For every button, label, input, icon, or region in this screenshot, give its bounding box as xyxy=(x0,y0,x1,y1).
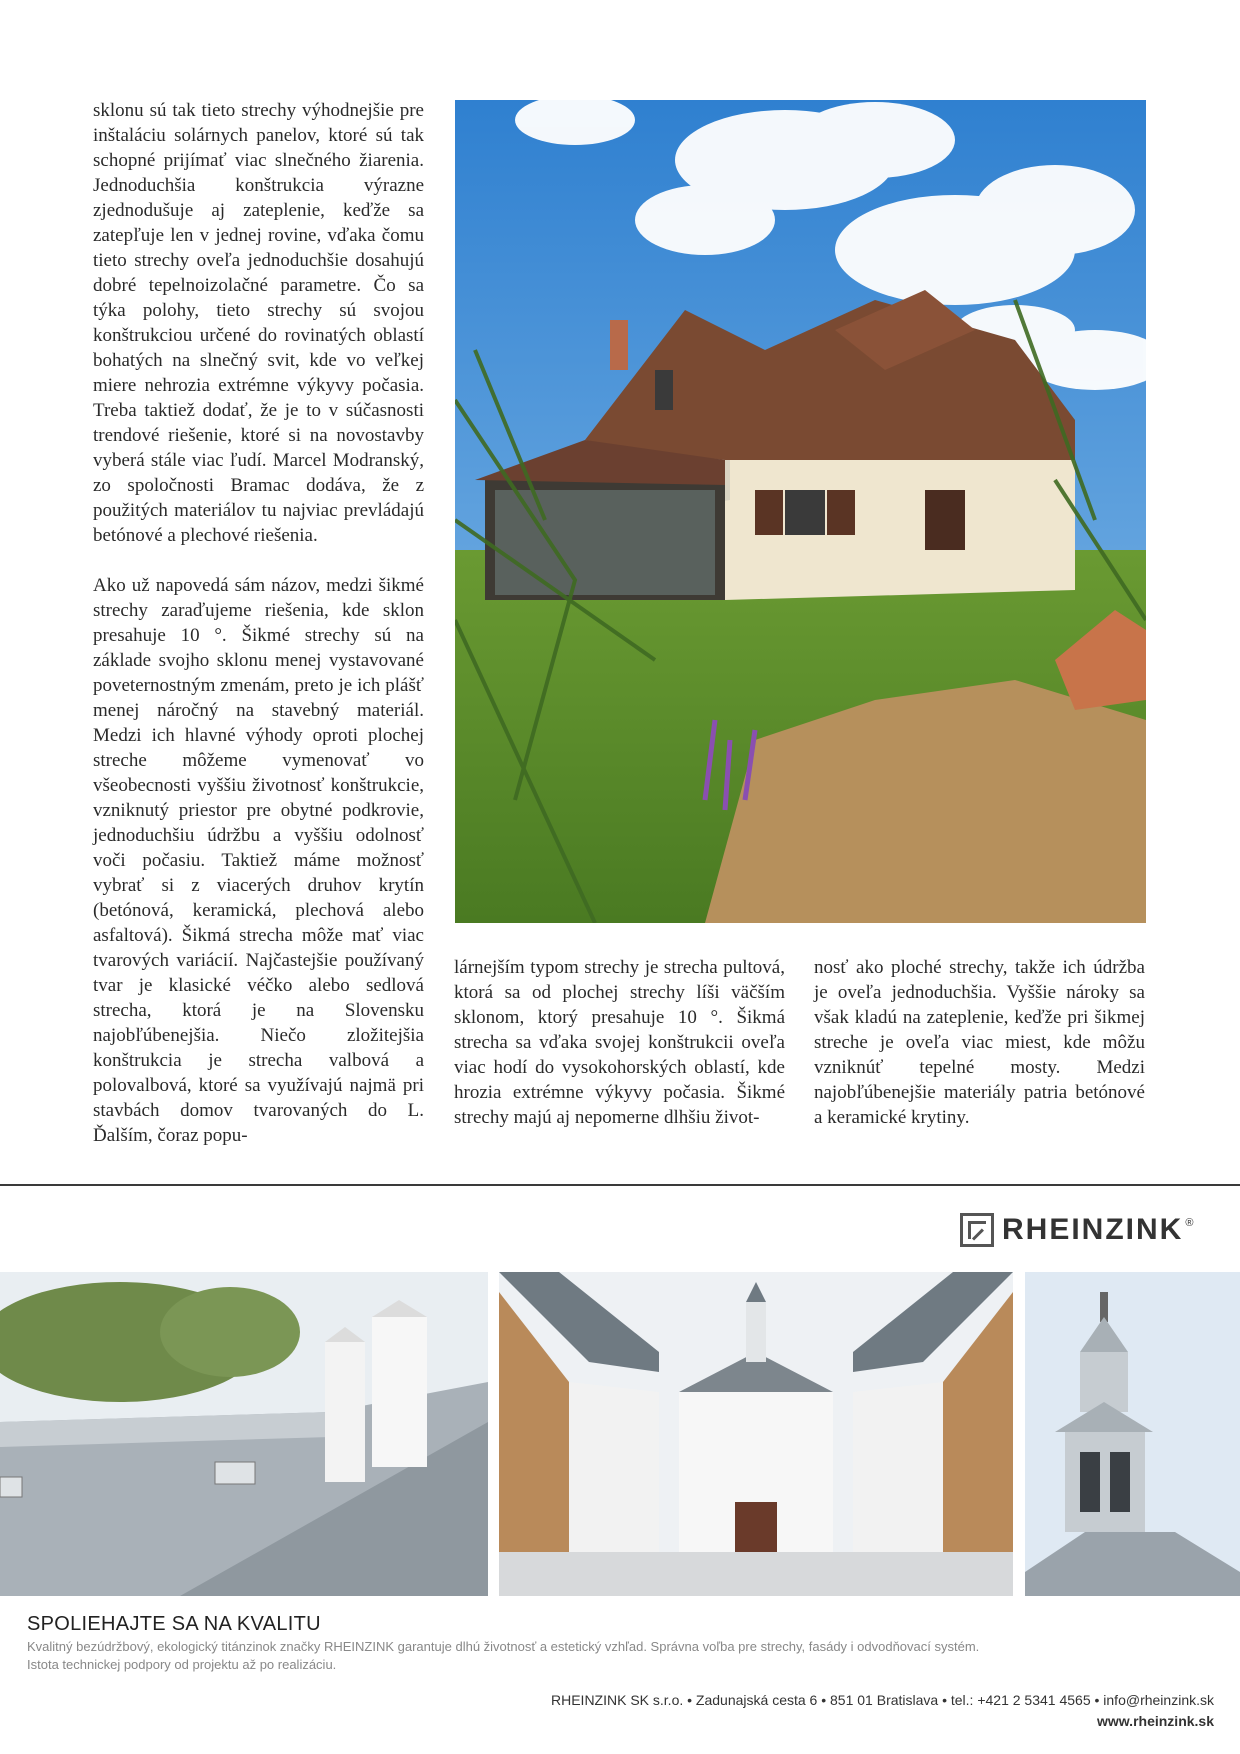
ad-body-line: Istota technickej podpory od projektu až po realizáciu. xyxy=(27,1657,337,1672)
article-paragraph: Ako už napovedá sám názov, medzi šikmé strechy zaraďujeme riešenia, kde sklon presahuje 10 °. Šikmé strechy sú na základe svojho sklonu menej vystavované poveternostným zmenám, preto je ich plášť menej náročný na stavebný materiál. Medzi ich hlavné výhody oproti plochej streche môžeme vymenovať vo všeobecnosti vyššiu životnosť konštrukcie, vzniknutý priestor pre obytné podkrovie, jednoduchšiu údržbu a vyššiu odolnosť voči počasiu. Taktiež máme možnosť vybrať si z viacerých druhov krytín (betónová, keramická, plechová alebo asfaltová). Šikmá strecha môže mať viac tvarových variácií. Najčastejšie používaný tvar je klasické véčko alebo sedlová strecha, ktorá je na Slovensku najobľúbenejšia. Niečo zložitejšia konštrukcia je strecha valbová a polovalbová, ktoré sa využívajú najmä pri stavbách domov tvarovaných do L. Ďalším, čoraz popu- xyxy=(93,575,424,1146)
article-paragraph: lárnejším typom strechy je strecha pultová, ktorá sa od plochej strechy líši väčším sklonom, ktorý presahuje 10 °. Šikmá strecha sa vďaka svojej konštrukcii oveľa viac hodí do vysokohorských oblastí, kde hrozia extrémne výkyvy počasia. Šikmé strechy majú aj nepomerne dlhšiu život- xyxy=(454,957,785,1128)
article-column-2 xyxy=(454,955,785,1130)
rheinzink-logo-icon xyxy=(960,1213,994,1247)
article-paragraph: sklonu sú tak tieto strechy výhodnejšie pre inštaláciu solárnych panelov, ktoré sú tak schopné prijímať viac slnečného žiarenia. Jednoduchšia konštrukcia výrazne zjednodušuje aj zateplenie, keďže sa zatepľuje len v jednej rovine, vďaka čomu tieto strechy oveľa jednoduchšie dosahujú dobré tepelnoizolačné parametre. Čo sa týka polohy, tieto strechy sú svojou konštrukciou určené do rovinatých oblastí bohatých na slnečný svit, kde vo veľkej miere nehrozia extrémne výkyvy počasia. Treba taktiež dodať, že je to v súčasnosti trendové riešenie, ktoré si na novostavby vyberá stále viac ľudí. Marcel Modranský, zo spoločnosti Bramac dodáva, že z použitých materiálov tu najviac prevládajú betónové a plechové riešenia. xyxy=(93,100,424,546)
brand-name: RHEINZINK xyxy=(1002,1213,1184,1246)
ad-body-line: Kvalitný bezúdržbový, ekologický titánzinok značky RHEINZINK garantuje dlhú životnosť a estetický vzhľad. Správna voľba pre strechy, fasády i odvodňovací systém. xyxy=(27,1639,980,1654)
courtyard-building-photo xyxy=(499,1272,1013,1596)
article-column-3 xyxy=(814,955,1145,1130)
rheinzink-logo xyxy=(960,1211,1193,1249)
ad-contact: RHEINZINK SK s.r.o. • Zadunajská cesta 6 • 851 01 Bratislava • tel.: +421 2 5341 4565 • info@rheinzink.sk xyxy=(551,1692,1214,1708)
registered-mark: ® xyxy=(1185,1217,1194,1229)
ad-divider xyxy=(0,1184,1240,1186)
article-paragraph: nosť ako ploché strechy, takže ich údržba je oveľa jednoduchšia. Vyššie nároky sa však kladú na zateplenie, keďže pri šikmej streche je oveľa viac miest, kde môžu vzniknúť tepelné mosty. Medzi najobľúbenejšie materiály patria betónové a keramické krytiny. xyxy=(814,957,1145,1128)
article-column-1 xyxy=(93,98,424,1148)
ad-body xyxy=(27,1638,1207,1674)
zinc-roof-photo xyxy=(0,1272,488,1596)
zinc-tower-photo xyxy=(1025,1272,1240,1596)
ad-website-link[interactable]: www.rheinzink.sk xyxy=(1097,1713,1214,1729)
house-photo xyxy=(455,100,1146,923)
ad-headline: SPOLIEHAJTE SA NA KVALITU xyxy=(27,1613,321,1635)
